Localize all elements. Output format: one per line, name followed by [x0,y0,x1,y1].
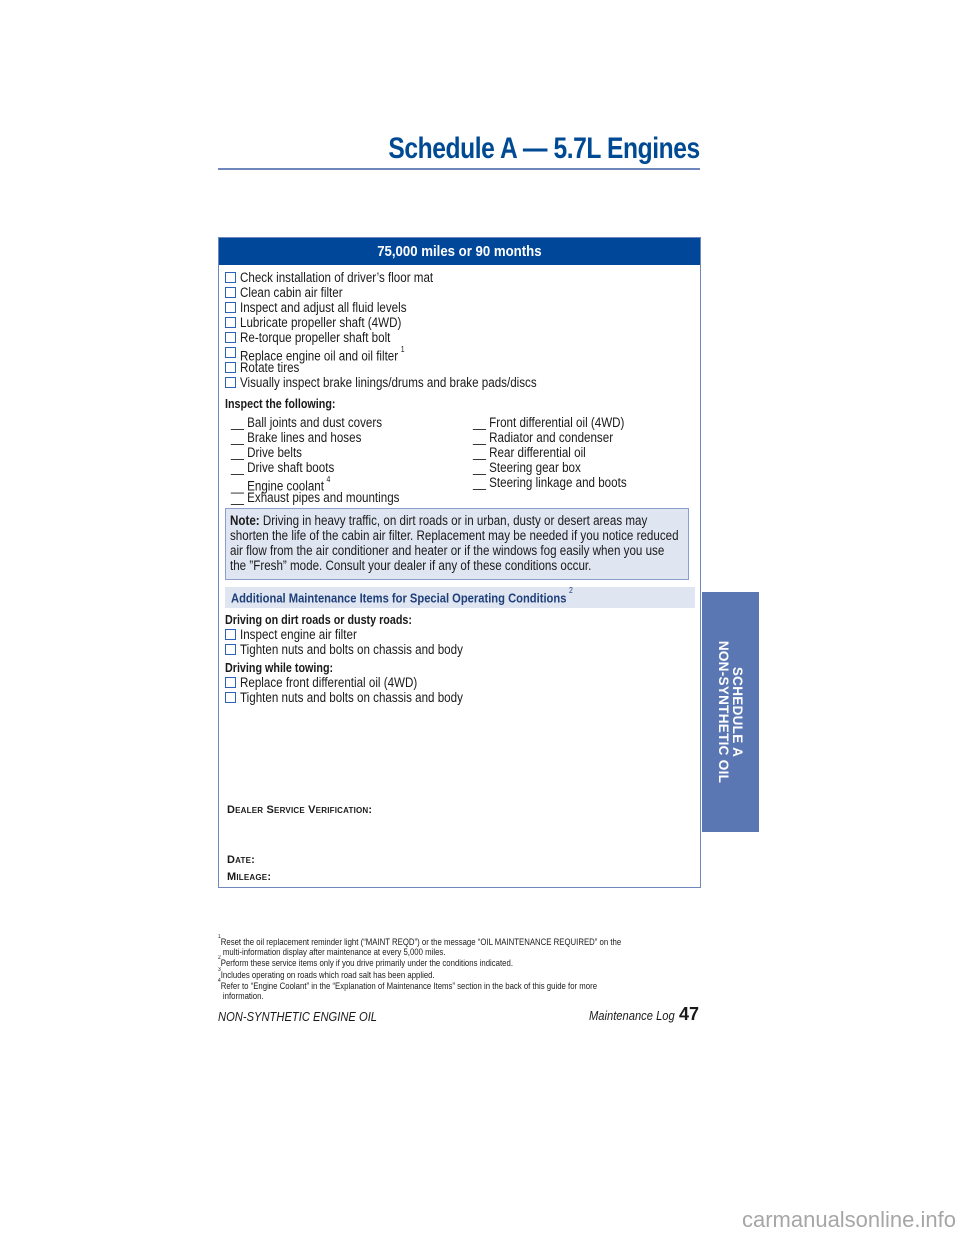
footnote-number: 2 [218,955,221,962]
checklist-item-text: Inspect engine air filter [240,627,357,642]
dealer-verification-label: Dealer Service Verification: [227,804,373,816]
footnote-ref: 4 [326,475,331,484]
footnote-text: Reset the oil replacement reminder light (“MAINT REQD”) or the message “OIL MAINTENANCE REQUIRED” on the [220,937,622,949]
footnote-text: information. [222,991,264,1003]
footer-right [575,1004,699,1025]
checklist-item-text: Lubricate propeller shaft (4WD) [240,315,402,330]
footnote-text: Perform these service items only if you drive primarily under the conditions indicated. [220,958,514,970]
checklist-item-text: Clean cabin air filter [240,285,343,300]
checkbox[interactable] [225,677,236,688]
towing-label: Driving while towing: [225,661,334,675]
checklist-item-text: Tighten nuts and bolts on chassis and body [240,642,463,657]
date-label: Date: [227,854,256,866]
additional-items-bar [225,587,695,608]
note-label: Note: [230,513,260,528]
footnote-number: 3 [218,966,221,973]
checkbox[interactable] [225,347,236,358]
checkbox[interactable] [225,272,236,283]
checklist-item-text: Inspect and adjust all fluid levels [240,300,407,315]
inspect-item: __ Drive shaft boots [231,460,335,475]
inspect-item: __ Brake lines and hoses [231,430,362,445]
footnote-number: 4 [218,978,221,985]
maintenance-box [218,237,701,888]
checkbox[interactable] [225,362,236,373]
footnote-number: 1 [218,934,221,940]
footnote [218,957,677,969]
checkbox[interactable] [225,317,236,328]
checkbox[interactable] [225,644,236,655]
checkbox[interactable] [225,302,236,313]
inspect-item: __ Rear differential oil [473,445,586,460]
footnote-ref: 2 [569,586,573,595]
page-number: 47 [678,1004,699,1024]
watermark[interactable]: carmanualsonline.info [741,1207,956,1232]
footnote-text: Includes operating on roads which road salt has been applied. [220,969,435,981]
inspect-item: __ Drive belts [231,445,302,460]
note-text: shorten the life of the cabin air filter. Replacement may be needed if you notice reduced [230,528,679,543]
interval-header-text: 75,000 miles or 90 months [377,243,542,260]
footnote [218,980,677,992]
inspect-item: __ Front differential oil (4WD) [473,415,625,430]
inspect-label: Inspect the following: [225,397,336,411]
note-text: Driving in heavy traffic, on dirt roads or in urban, dusty or desert areas may [262,513,648,528]
page-title: Schedule A — 5.7L Engines [388,132,700,165]
checkbox[interactable] [225,332,236,343]
additional-items-title: Additional Maintenance Items for Special Operating Conditions [231,590,567,606]
checklist-item-text: Replace engine oil and oil filter [240,348,399,364]
inspect-item: __ Radiator and condenser [473,430,614,445]
footnote [218,966,677,981]
note-box [225,508,689,580]
footnote-text: multi-information display after maintenance at every 5,000 miles. [222,946,446,958]
footer-left: NON-SYNTHETIC ENGINE OIL [218,1009,378,1024]
inspect-item: __ Ball joints and dust covers [231,415,383,430]
checkbox[interactable] [225,287,236,298]
title-divider [218,168,700,170]
inspect-item: __ Exhaust pipes and mountings [231,490,400,505]
footnote-ref: 1 [400,345,405,354]
section-tab-line2: NON-SYNTHETIC OIL [716,640,731,784]
footer-section: Maintenance Log [589,1008,675,1023]
note-text: the ”Fresh” mode. Consult your dealer if any of these conditions occur. [230,558,592,573]
interval-header [219,238,700,265]
inspect-item: __ Steering gear box [473,460,581,475]
checkbox[interactable] [225,692,236,703]
inspect-item: __ Steering linkage and boots [473,475,627,490]
checklist-item-text: Visually inspect brake linings/drums and brake pads/discs [240,375,537,390]
checklist-item-text: Re-torque propeller shaft bolt [240,330,391,345]
dirt-roads-label: Driving on dirt roads or dusty roads: [225,613,412,627]
note-text: air flow from the air conditioner and heater or if the windows fog easily when you use [230,543,665,558]
inspect-item-text: __ Engine coolant [231,478,324,494]
section-tab-label [700,594,760,830]
checkbox[interactable] [225,377,236,388]
section-tab-line1: SCHEDULE A [730,666,745,758]
checklist-item-text: Rotate tires [240,360,300,375]
checklist-item-text: Tighten nuts and bolts on chassis and body [240,690,463,705]
footnotes [218,936,778,1002]
footnote-text: Refer to “Engine Coolant” in the “Explanation of Maintenance Items” section in the back of this guide for more [220,981,598,993]
checklist-item-text: Check installation of driver’s floor mat [240,270,434,285]
checkbox[interactable] [225,629,236,640]
mileage-label: Mileage: [227,871,272,883]
checklist-item-text: Replace front differential oil (4WD) [240,675,418,690]
